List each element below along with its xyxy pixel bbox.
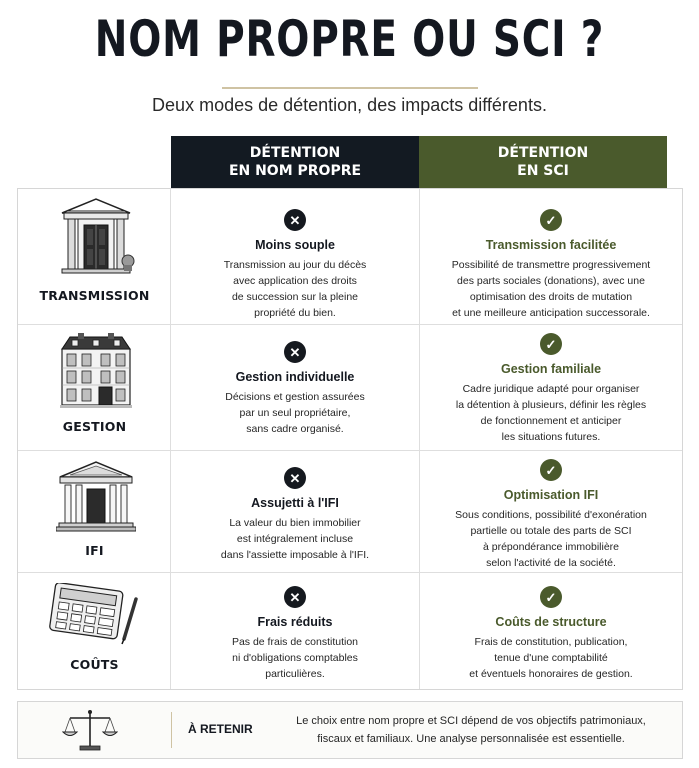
takeaway-divider (171, 712, 172, 748)
key-takeaway-box (17, 701, 683, 759)
cell-title: Moins souple (255, 238, 335, 252)
cell-description: Transmission au jour du décès avec application des droits de succession sur la pleine propriété du bien. (223, 259, 367, 319)
row-label: TRANSMISSION (39, 288, 150, 303)
cross-icon: ✕ (284, 209, 306, 231)
sci-cell (420, 325, 682, 450)
nom-propre-cell (171, 325, 420, 450)
scales-icon (62, 708, 118, 754)
cell-description: Possibilité de transmettre progressivement des parts sociales (donations), avec une optimisation des droits de mutation et une meilleure anticipation successorale. (451, 259, 651, 319)
table-row (18, 325, 682, 451)
page-subtitle: Deux modes de détention, des impacts différents. (152, 95, 547, 115)
cell-description: Frais de constitution, publication, tenue d'une comptabilité et éventuels honoraires de gestion. (469, 636, 633, 680)
check-icon: ✓ (540, 209, 562, 231)
column-header-line: EN SCI (517, 163, 569, 179)
takeaway-label: À RETENIR (188, 722, 253, 736)
column-header-nom-propre (171, 136, 419, 188)
title-underline (222, 87, 478, 89)
sci-cell (420, 573, 682, 689)
cell-title: Assujetti à l'IFI (251, 496, 339, 510)
row-label-cell (18, 189, 171, 324)
column-header-line: DÉTENTION (497, 145, 589, 161)
row-label: GESTION (62, 419, 127, 434)
cell-title: Gestion familiale (500, 362, 602, 376)
sci-cell (420, 189, 682, 324)
cell-title: Transmission facilitée (485, 238, 617, 252)
cell-title: Optimisation IFI (503, 488, 599, 502)
table-row (18, 573, 682, 689)
cell-description: Pas de frais de constitution ni d'obligations comptables particulières. (231, 636, 359, 680)
sci-cell (420, 451, 682, 572)
cell-title: Frais réduits (257, 615, 333, 629)
check-icon: ✓ (540, 459, 562, 481)
cell-description: Cadre juridique adapté pour organiser la détention à plusieurs, définir les règles de fonctionnement et anticiper les situations futures. (455, 383, 647, 443)
apartment-building-icon (56, 333, 136, 409)
townhouse-door-icon (56, 195, 136, 277)
row-label-cell (18, 451, 171, 572)
column-header-line: EN NOM PROPRE (228, 163, 362, 179)
row-label-cell (18, 573, 171, 689)
table-row (18, 189, 682, 325)
cell-description: La valeur du bien immobilier est intégralement incluse dans l'assiette imposable à l'IFI. (220, 517, 370, 561)
row-label: COÛTS (70, 657, 119, 672)
column-header-sci (419, 136, 667, 188)
cross-icon: ✕ (284, 341, 306, 363)
check-icon: ✓ (540, 586, 562, 608)
cell-title: Coûts de structure (495, 615, 607, 629)
cell-description: Décisions et gestion assurées par un seul propriétaire, sans cadre organisé. (225, 391, 365, 435)
table-row (18, 451, 682, 573)
columned-building-icon (56, 459, 136, 533)
cross-icon: ✕ (284, 586, 306, 608)
cell-description: Sous conditions, possibilité d'exonération partielle ou totale des parts de SCI à prépondérance immobilière selon l'activité de la société. (455, 509, 647, 569)
nom-propre-cell (171, 451, 420, 572)
row-label-cell (18, 325, 171, 450)
column-header-line: DÉTENTION (249, 145, 341, 161)
cell-title: Gestion individuelle (235, 370, 355, 384)
page-title: NOM PROPRE OU SCI ? (94, 10, 605, 68)
takeaway-text: Le choix entre nom propre et SCI dépend de vos objectifs patrimoniaux, fiscaux et familiaux. Une analyse personnalisée est essentielle. (296, 715, 646, 745)
nom-propre-cell (171, 573, 420, 689)
check-icon: ✓ (540, 333, 562, 355)
comparison-table (17, 188, 683, 690)
calculator-icon (48, 583, 140, 645)
row-label: IFI (85, 543, 104, 558)
cross-icon: ✕ (284, 467, 306, 489)
nom-propre-cell (171, 189, 420, 324)
